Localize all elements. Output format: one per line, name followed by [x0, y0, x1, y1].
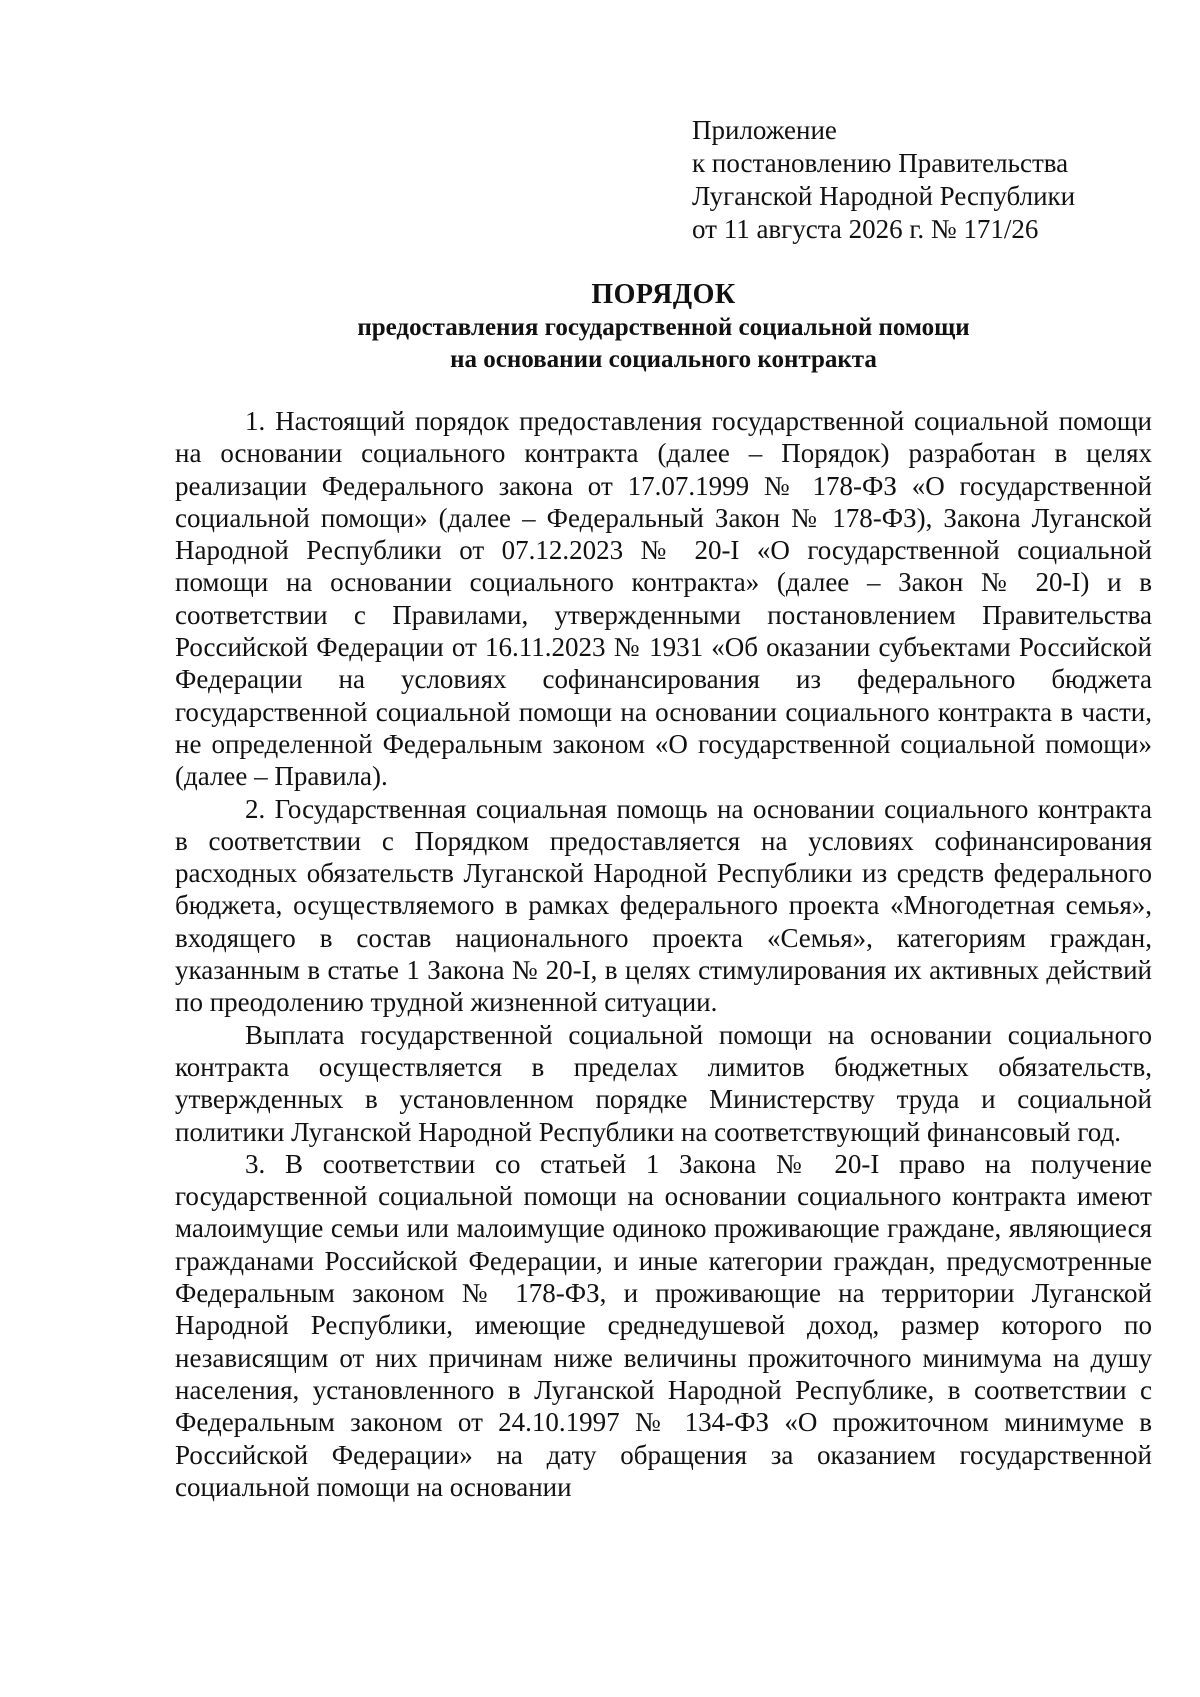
paragraph-2: 2. Государственная социальная помощь на основании социального контракта в соответствии с Порядком предоставляется на условиях софинансирования расходных обязательств Луганской Народной Республики из средств федерального бюджета, осуществляемого в рамках федерального проекта «Многодетная семья», входящего в состав национального проекта «Семья», категориям граждан, указанным в статье 1 Закона № 20-I, в целях стимулирования их активных действий по преодолению трудной жизненной ситуации.: [175, 793, 1152, 1018]
appendix-line-1: Приложение: [692, 115, 837, 145]
title-subtitle-line-1: предоставления государственной социальной помощи: [357, 314, 970, 341]
appendix-line-2: к постановлению Правительства: [692, 148, 1069, 178]
document-title: [175, 278, 1152, 376]
appendix-block: [692, 114, 1075, 246]
paragraph-2-continued: Выплата государственной социальной помощи на основании социального контракта осуществляется в пределах лимитов бюджетных обязательств, утвержденных в установленном порядке Министерству труда и социальной политики Луганской Народной Республики на соответствующий финансовый год.: [175, 1019, 1152, 1147]
title-main: ПОРЯДОК: [591, 279, 736, 310]
paragraph-3: 3. В соответствии со статьей 1 Закона № 20-I право на получение государственной социальной помощи на основании социального контракта имеют малоимущие семьи или малоимущие одиноко проживающие граждане, являющиеся гражданами Российской Федерации, и иные категории граждан, предусмотренные Федеральным законом № 178-ФЗ, и проживающие на территории Луганской Народной Республики, имеющие среднедушевой доход, размер которого по независящим от них причинам ниже величины прожиточного минимума на душу населения, установленного в Луганской Народной Республике, в соответствии с Федеральным законом от 24.10.1997 № 134-ФЗ «О прожиточном минимуме в Российской Федерации» на дату обращения за оказанием государственной социальной помощи на основании: [175, 1148, 1152, 1502]
title-subtitle-line-2: на основании социального контракта: [450, 346, 877, 373]
paragraph-1: 1. Настоящий порядок предоставления государственной социальной помощи на основании социального контракта (далее – Порядок) разработан в целях реализации Федерального закона от 17.07.1999 № 178-ФЗ «О государственной социальной помощи» (далее – Федеральный Закон № 178-ФЗ), Закона Луганской Народной Республики от 07.12.2023 № 20-I «О государственной социальной помощи на основании социального контракта» (далее – Закон № 20-I) и в соответствии с Правилами, утвержденными постановлением Правительства Российской Федерации от 16.11.2023 № 1931 «Об оказании субъектами Российской Федерации на условиях софинансирования из федерального бюджета государственной социальной помощи на основании социального контракта в части, не определенной Федеральным законом «О государственной социальной помощи» (далее – Правила).: [175, 406, 1152, 792]
appendix-line-3: Луганской Народной Республики: [692, 181, 1076, 211]
appendix-line-4: от 11 августа 2026 г. № 171/26: [692, 214, 1039, 244]
document-body: [175, 405, 1152, 1503]
